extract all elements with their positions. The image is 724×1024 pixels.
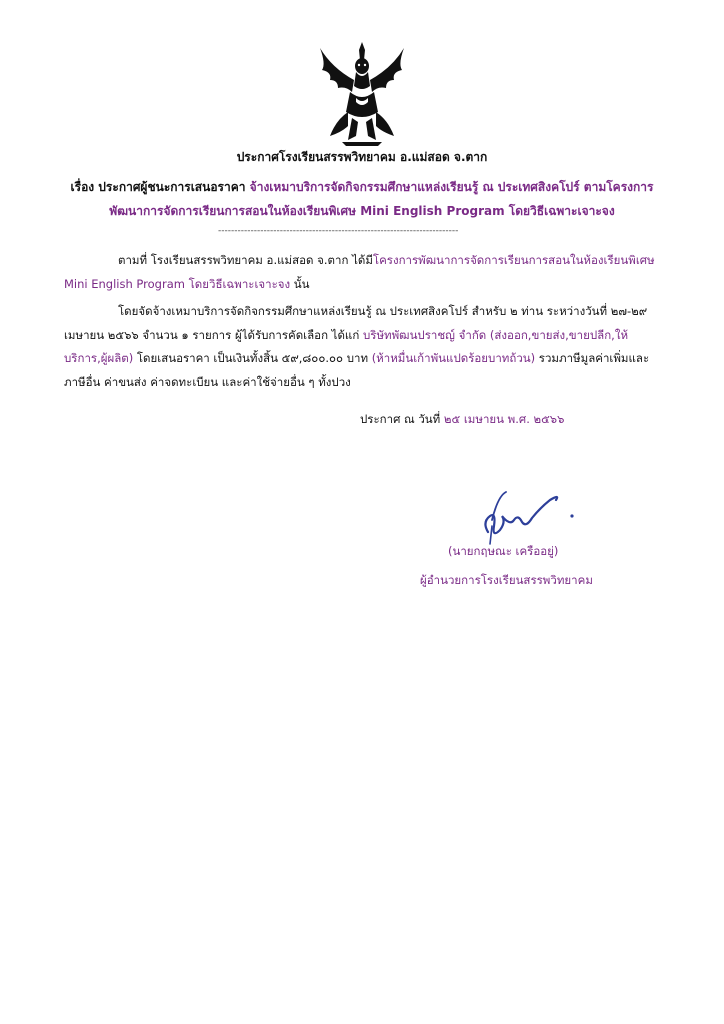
divider-line: -------------------------------------------------------------------------- (218, 226, 459, 236)
subject-text: จ้างเหมาบริการจัดกิจกรรมศึกษาแหล่งเรียนรู้ ณ ประเทศสิงคโปร์ ตามโครงการพัฒนาการจัดการเรียนการสอนในห้องเรียนพิเศษ Mini English Program โดยวิธีเฉพาะเจาะจง (109, 180, 654, 218)
signer-name: (นายกฤษณะ เครืออยู่) (448, 544, 559, 558)
p2-end: รวมภาษีมูลค่าเพิ่มและภาษีอื่น ค่าขนส่ง ค่าจดทะเบียน และค่าใช้จ่ายอื่น ๆ ทั้งปวง (64, 351, 650, 389)
p2-price: โดยเสนอราคา เป็นเงินทั้งสิ้น ๕๙,๘๐๐.๐๐ บาท (133, 351, 372, 365)
announce-date: ๒๕ เมษายน พ.ศ. ๒๕๖๖ (443, 412, 565, 426)
winning-company: บริษัทพัฒนปราชญ์ จำกัด (ส่งออก,ขายส่ง,ขายปลีก,ให้บริการ,ผู้ผลิต) (64, 327, 629, 365)
project-name: โครงการพัฒนาการจัดการเรียนการสอนในห้องเรียนพิเศษ Mini English Program โดยวิธีเฉพาะเจาะจง (64, 253, 655, 291)
amount-in-words: (ห้าหมื่นเก้าพันแปดร้อยบาทถ้วน) (371, 351, 536, 365)
garuda-emblem (312, 40, 412, 148)
p1-intro: ตามที่ โรงเรียนสรรพวิทยาคม อ.แม่สอด จ.ตาก ได้มี (118, 253, 373, 267)
subject-prefix: เรื่อง ประกาศผู้ชนะการเสนอราคา (70, 180, 250, 194)
signer-position: ผู้อำนวยการโรงเรียนสรรพวิทยาคม (420, 573, 593, 587)
announce-date-line (360, 410, 564, 428)
p1-end: นั้น (290, 276, 310, 291)
p2-intro: โดยจัดจ้างเหมาบริการจัดกิจกรรมศึกษาแหล่งเรียนรู้ ณ ประเทศสิงคโปร์ สำหรับ ๒ ท่าน ระหว่างวันที่ ๒๗-๒๙ เมษายน ๒๕๖๖ จำนวน ๑ รายการ ผู้ได้รับการคัดเลือก ได้แก่ (64, 304, 648, 342)
announcement-subject (60, 175, 664, 223)
paragraph-2 (64, 300, 658, 394)
signature-image (480, 486, 580, 546)
announcement-body (64, 249, 658, 394)
paragraph-1 (64, 249, 658, 296)
announce-label: ประกาศ ณ วันที่ (360, 412, 444, 426)
announcement-title: ประกาศโรงเรียนสรรพวิทยาคม อ.แม่สอด จ.ตาก (236, 150, 488, 164)
